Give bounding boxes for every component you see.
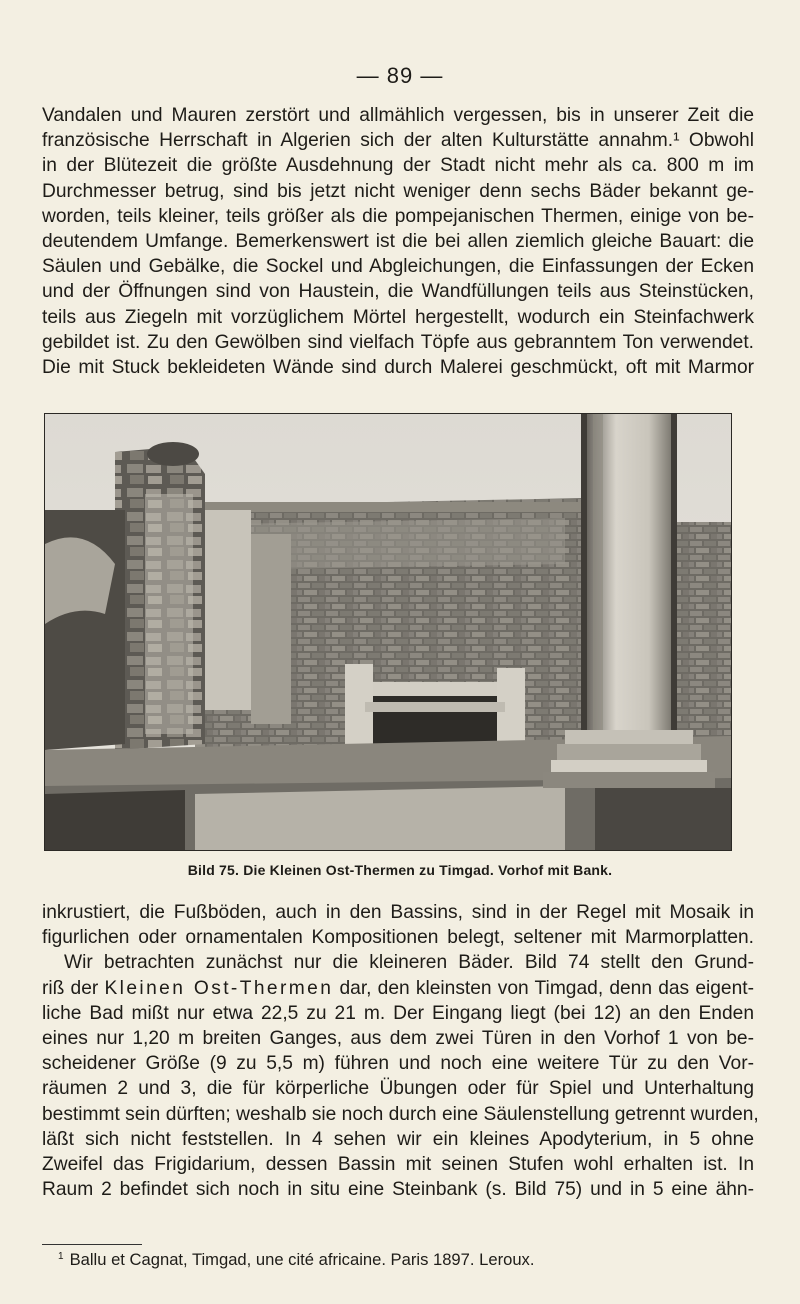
text-line: Raum 2 befindet sich noch in situ eine Steinbank (s. Bild 75) und in 5 eine ähn- <box>42 1179 754 1201</box>
text-line-with-emphasis <box>42 976 754 1001</box>
footnote <box>58 1246 534 1271</box>
text-line: Die mit Stuck bekleideten Wände sind durch Malerei geschmückt, oft mit Marmor <box>42 357 754 379</box>
text-line: worden, teils kleiner, teils größer als die pompejanischen Thermen, einige von be- <box>42 205 754 227</box>
text-line: figurlichen oder ornamentalen Kompositionen belegt, seltener mit Marmorplatten. <box>42 927 754 949</box>
photo-figure-baths-forecourt <box>44 413 732 851</box>
paragraph-2 <box>42 900 759 1202</box>
text-fragment: dar, den kleinsten von Timgad, denn das eigent- <box>333 977 754 999</box>
figure-caption: Bild 75. Die Kleinen Ost-Thermen zu Timgad. Vorhof mit Bank. <box>187 862 613 878</box>
text-line: und der Öffnungen sind von Haustein, die Wandfüllungen teils aus Steinstücken, <box>42 281 754 303</box>
paragraph-1 <box>42 103 754 380</box>
text-line: Vandalen und Mauren zerstört und allmählich vergessen, bis in unserer Zeit die <box>42 105 754 126</box>
text-fragment: riß der <box>42 977 105 999</box>
text-line: Zweifel das Frigidarium, dessen Bassin mit seinen Stufen wohl erhalten ist. In <box>42 1154 754 1176</box>
text-line: liche Bad mißt nur etwa 22,5 zu 21 m. Der Eingang liegt (bei 12) an den Enden <box>42 1002 754 1024</box>
footnote-divider <box>42 1244 142 1245</box>
text-line: französische Herrschaft in Algerien sich der alten Kulturstätte annahm.¹ Obwohl <box>42 130 754 152</box>
text-line: Durchmesser betrug, sind bis jetzt nicht weniger denn sechs Bäder bekannt ge- <box>42 180 754 202</box>
footnote-text: Ballu et Cagnat, Timgad, une cité africaine. Paris 1897. Leroux. <box>69 1250 535 1269</box>
text-line: läßt sich nicht feststellen. In 4 sehen wir ein kleines Apodyterium, in 5 ohne <box>42 1128 754 1150</box>
text-line: gebildet ist. Zu den Gewölben sind vielfach Töpfe aus gebranntem Ton verwendet. <box>42 331 754 353</box>
photo-illustration <box>45 414 731 850</box>
page-number: — 89 — <box>356 63 444 88</box>
text-line: inkrustiert, die Fußböden, auch in den Bassins, sind in der Regel mit Mosaik in <box>42 902 754 923</box>
text-line: räumen 2 und 3, die für körperliche Übungen oder für Spiel und Unterhaltung <box>42 1078 754 1100</box>
text-line: Wir betrachten zunächst nur die kleineren Bäder. Bild 74 stellt den Grund- <box>64 952 754 974</box>
text-line: scheidener Größe (9 zu 5,5 m) führen und noch eine weitere Tür zu den Vor- <box>42 1053 754 1075</box>
text-line: Säulen und Gebälke, die Sockel und Abgleichungen, die Einfassungen der Ecken <box>42 256 754 278</box>
emphasized-term: Kleinen Ost-Thermen <box>104 977 334 999</box>
footnote-marker: 1 <box>58 1251 64 1262</box>
text-line: deutendem Umfange. Bemerkenswert ist die bei allen ziemlich gleiche Bauart: die <box>42 231 754 253</box>
text-line: teils aus Ziegeln mit vorzüglichem Mörtel hergestellt, wodurch ein Steinfachwerk <box>42 306 754 328</box>
text-line: in der Blütezeit die größte Ausdehnung der Stadt nicht mehr als ca. 800 m im <box>42 155 754 177</box>
text-line: eines nur 1,20 m breiten Ganges, aus dem zwei Türen in den Vorhof 1 von be- <box>42 1028 754 1050</box>
text-line: bestimmt sein dürften; weshalb sie noch durch eine Säulenstellung getrennt wurden, <box>42 1103 759 1125</box>
